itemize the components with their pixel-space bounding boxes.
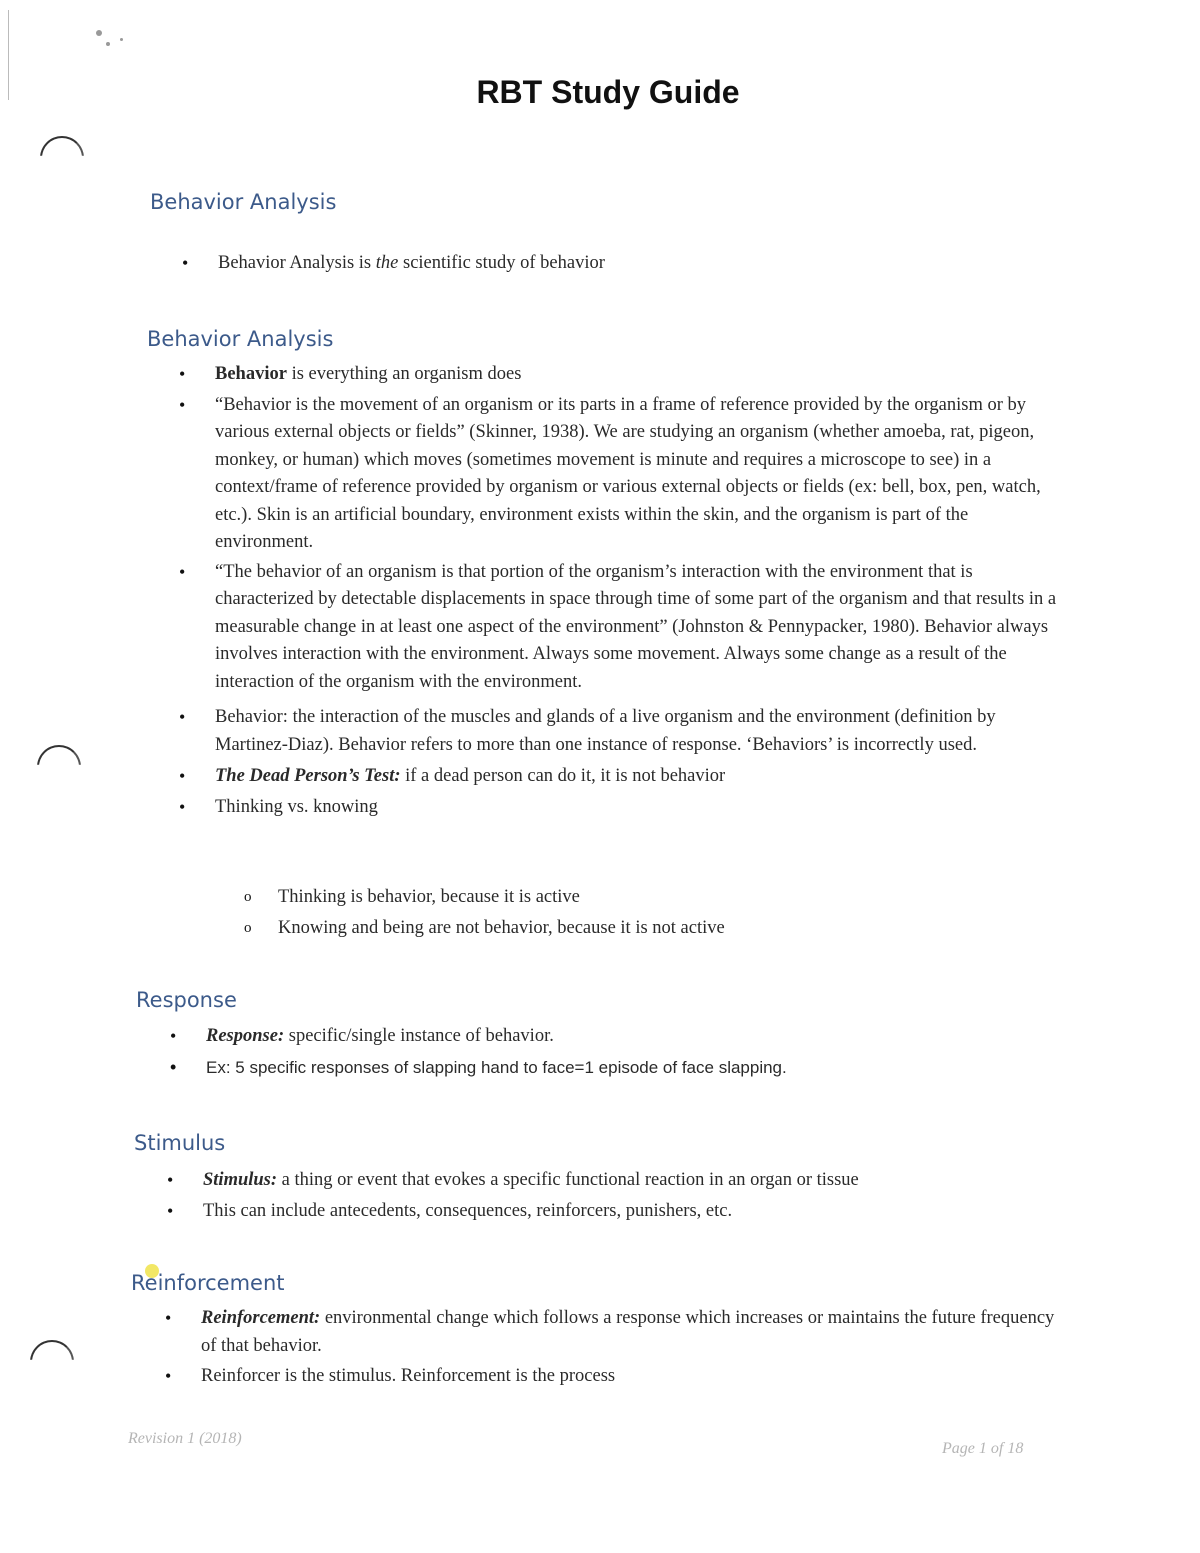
section-heading: Behavior Analysis — [150, 190, 337, 214]
bullet-list — [215, 361, 1065, 821]
scan-speck — [106, 42, 110, 46]
sub-bullet-list — [278, 884, 1078, 942]
list-item: • Ex: 5 specific responses of slapping hand to face=1 episode of face slapping. — [206, 1054, 1086, 1082]
list-item: • Behavior Analysis is the scientific study of behavior — [218, 250, 1098, 278]
list-item: • Reinforcer is the stimulus. Reinforcement is the process — [201, 1363, 1061, 1391]
list-item: • Reinforcement: environmental change which follows a response which increases or maintains the future frequency of that behavior. — [201, 1305, 1061, 1360]
list-item: • Response: specific/single instance of behavior. — [206, 1023, 1086, 1051]
bullet-list — [201, 1305, 1061, 1391]
section-heading: Behavior Analysis — [147, 327, 334, 351]
list-item: • Thinking vs. knowing — [215, 794, 1065, 822]
section-heading: Stimulus — [134, 1131, 226, 1155]
bullet-list — [203, 1167, 1083, 1225]
scan-speck — [120, 38, 123, 41]
list-item: • “The behavior of an organism is that portion of the organism’s interaction with the environment that is characterized by detectable displacements in space through time of some part of the organism and that results in a measurable change in at least one aspect of the environment” (Johnston & Pennypacker, 1980). Behavior always involves interaction with the environment. Always some movement. Always some change as a result of the interaction of the organism with the environment. — [215, 559, 1065, 697]
scan-speck — [96, 30, 102, 36]
list-item: • The Dead Person’s Test: if a dead person can do it, it is not behavior — [215, 763, 1065, 791]
list-item: • Stimulus: a thing or event that evokes a specific functional reaction in an organ or tissue — [203, 1167, 1083, 1195]
list-item: • “Behavior is the movement of an organism or its parts in a frame of reference provided by the organism or by various external objects or fields” (Skinner, 1938). We are studying an organism (whether amoeba, rat, pigeon, monkey, or human) which moves (sometimes movement is minute and requires a microscope to see) in a context/frame of reference provided by organism or various external objects or fields (ex: bell, box, pen, watch, etc.). Skin is an artificial boundary, environment exists within the skin, and the organism is part of the environment. — [215, 392, 1065, 557]
footer-revision: Revision 1 (2018) — [128, 1430, 242, 1447]
footer-page-number: Page 1 of 18 — [942, 1440, 1024, 1457]
section-heading: Reinforcement — [131, 1271, 285, 1295]
sub-list-item: o Thinking is behavior, because it is active — [278, 884, 1078, 912]
list-item: • This can include antecedents, consequences, reinforcers, punishers, etc. — [203, 1198, 1083, 1226]
document-title: RBT Study Guide — [476, 74, 740, 110]
list-item: • Behavior: the interaction of the muscles and glands of a live organism and the environment (definition by Martinez-Diaz). Behavior refers to more than one instance of response. ‘Behaviors’ is incorrectly used. — [215, 704, 1065, 759]
section-heading: Response — [136, 988, 237, 1012]
punch-hole-mark — [40, 136, 84, 180]
bullet-list — [218, 250, 1098, 278]
bullet-list — [206, 1023, 1086, 1081]
punch-hole-mark — [37, 745, 81, 789]
sub-list-item: o Knowing and being are not behavior, because it is not active — [278, 915, 1078, 943]
list-item: • Behavior is everything an organism does — [215, 361, 1065, 389]
punch-hole-mark — [30, 1340, 74, 1384]
